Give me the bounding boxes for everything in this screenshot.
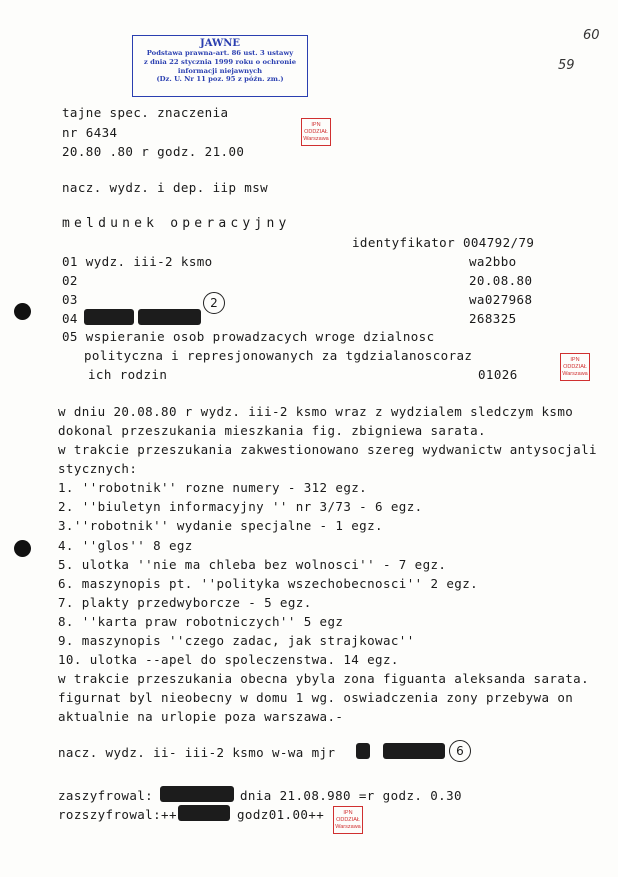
field-02-number: 02 [62, 273, 78, 288]
redaction-bar [178, 805, 230, 821]
field-01 [62, 254, 213, 270]
ipn-stamp-line: IPN [311, 122, 321, 128]
body-line: stycznych: [58, 461, 138, 476]
ipn-stamp [333, 806, 363, 834]
header-date: 20.80 .80 r godz. 21.00 [62, 144, 245, 159]
list-item: 4. ''glos'' 8 egz [58, 538, 193, 553]
body-line: w trakcie przeszukania zakwestionowano szereg wydwanictw antysocjali [58, 442, 597, 457]
identifier: identyfikator 004792/79 [352, 235, 535, 250]
body-line: w trakcie przeszukania obecna ybyla zona figuanta aleksanda sarata. [58, 671, 590, 686]
list-item: 5. ulotka ''nie ma chleba bez wolnosci'' - 7 egz. [58, 557, 447, 572]
body-line: dokonal przeszukania mieszkania fig. zbigniewa sarata. [58, 423, 486, 438]
addressee: nacz. wydz. i dep. iip msw [62, 180, 269, 195]
ipn-stamp-line: ODDZIAŁ [563, 364, 587, 370]
list-item: 8. ''karta praw robotniczych'' 5 egz [58, 614, 344, 629]
body-line: w dniu 20.08.80 r wydz. iii-2 ksmo wraz z wydzialem sledczym ksmo [58, 404, 574, 419]
redaction-bar [383, 743, 445, 759]
stamp-title: JAWNE [200, 38, 240, 49]
field-02-value: 20.08.80 [469, 273, 533, 288]
field-01-value: wa2bbo [469, 254, 517, 269]
list-item: 7. plakty przedwyborcze - 5 egz. [58, 595, 312, 610]
classification: tajne spec. znaczenia [62, 105, 229, 120]
ipn-stamp-line: IPN [343, 810, 353, 816]
signature-line: nacz. wydz. ii- iii-2 ksmo w-wa mjr [58, 745, 336, 760]
marker-circle: 6 [449, 740, 471, 762]
field-05-line: polityczna i represjonowanych za tgdzialanoscoraz [84, 348, 473, 363]
body-line: aktualnie na urlopie poza warszawa.- [58, 709, 344, 724]
body-line: figurnat byl nieobecny w domu 1 wg. oswiadczenia zony przebywa on [58, 690, 574, 705]
punch-hole [14, 540, 31, 557]
marker-circle: 2 [203, 292, 225, 314]
field-number: 01 [62, 254, 78, 269]
punch-hole [14, 303, 31, 320]
redaction-bar [356, 743, 370, 759]
stamp-line: (Dz. U. Nr 11 poz. 95 z późn. zm.) [156, 75, 284, 84]
decrypted-by-details: godz01.00++ [237, 807, 325, 822]
list-item: 6. maszynopis pt. ''polityka wszechobecnosci'' 2 egz. [58, 576, 479, 591]
field-03-number: 03 [62, 292, 78, 307]
declassification-stamp [132, 35, 308, 97]
ipn-stamp-line: IPN [570, 357, 580, 363]
ipn-stamp-line: ODDZIAŁ [304, 129, 328, 135]
redaction-bar [138, 309, 201, 325]
list-item: 2. ''biuletyn informacyjny '' nr 3/73 - 6 egz. [58, 499, 423, 514]
list-item: 3.''robotnik'' wydanie specjalne - 1 egz. [58, 518, 383, 533]
ipn-stamp-line: Warszawa [335, 824, 361, 830]
stamp-line: Podstawa prawna-art. 86 ust. 3 ustawy [146, 49, 294, 57]
field-04-value: 268325 [469, 311, 517, 326]
ipn-stamp-line: Warszawa [562, 371, 588, 377]
ipn-stamp [560, 353, 590, 381]
ipn-stamp-line: ODDZIAŁ [336, 817, 360, 823]
field-05 [62, 329, 435, 345]
field-04-number: 04 [62, 311, 78, 326]
decrypted-by-label: rozszyfrowal:++ [58, 807, 177, 822]
ipn-stamp [301, 118, 331, 146]
redaction-bar [160, 786, 234, 802]
field-text: wydz. iii-2 ksmo [85, 254, 213, 269]
field-03-value: wa027968 [469, 292, 533, 307]
page-number-second: 59 [558, 58, 575, 73]
encrypted-by-details: dnia 21.08.980 =r godz. 0.30 [240, 788, 462, 803]
encrypted-by-label: zaszyfrowal: [58, 788, 154, 803]
page-number-top: 60 [583, 28, 600, 43]
list-item: 1. ''robotnik'' rozne numery - 312 egz. [58, 480, 368, 495]
field-05-code: 01026 [478, 367, 518, 382]
redaction-bar [84, 309, 134, 325]
message-number: nr 6434 [62, 125, 118, 140]
document-title: meldunek operacyjny [62, 216, 291, 231]
list-item: 10. ulotka --apel do spoleczenstwa. 14 egz. [58, 652, 399, 667]
stamp-line: z dnia 22 stycznia 1999 roku o ochronie [143, 57, 297, 66]
field-05-line: ich rodzin [88, 367, 168, 382]
list-item: 9. maszynopis ''czego zadac, jak strajkowac'' [58, 633, 415, 648]
stamp-line: informacji niejawnych [177, 66, 263, 75]
ipn-stamp-line: Warszawa [303, 136, 329, 142]
field-text: wspieranie osob prowadzacych wroge dzialnosc [85, 329, 435, 344]
field-number: 05 [62, 329, 78, 344]
